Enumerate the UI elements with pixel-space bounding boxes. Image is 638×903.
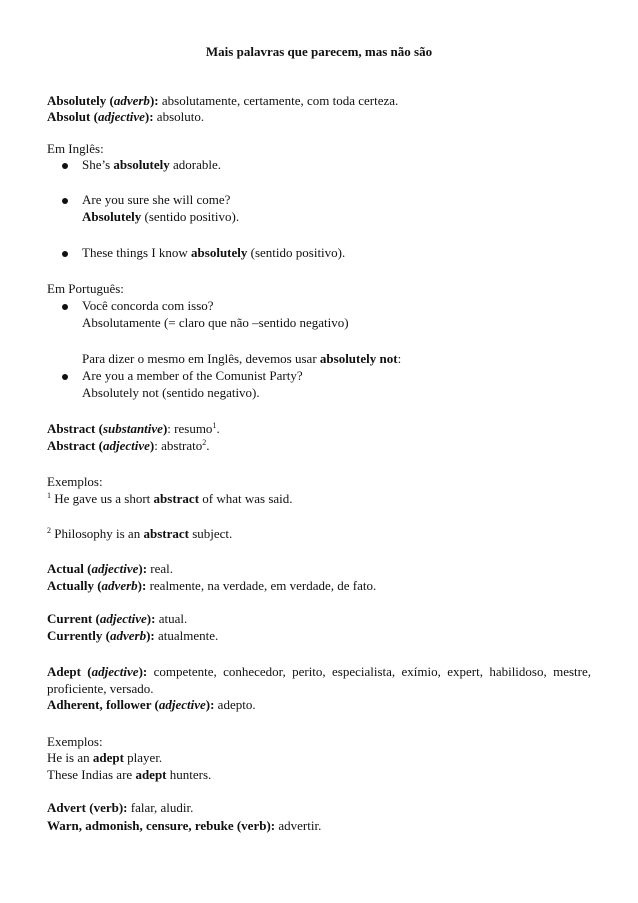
bullet-icon bbox=[62, 304, 68, 310]
bullet-icon bbox=[62, 374, 68, 380]
entry-adept: Adept (adjective): competente, conhecedor, perito, especialista, exímio, expert, habilidoso, mestre, bbox=[47, 664, 591, 679]
bullet-icon bbox=[62, 163, 68, 169]
paragraph-note: Para dizer o mesmo em Inglês, devemos usar absolutely not: bbox=[82, 351, 402, 366]
entry-current: Current (adjective): atual. bbox=[47, 611, 188, 626]
example-line: $^1$ He gave us a short abstract of what was said. bbox=[47, 491, 293, 506]
entry-adept-continuation: proficiente, versado. bbox=[47, 681, 154, 696]
heading-em-portugues: Em Português: bbox=[47, 281, 124, 296]
bullet-icon bbox=[62, 198, 68, 204]
list-item: These things I know absolutely (sentido positivo). bbox=[82, 245, 346, 260]
heading-exemplos: Exemplos: bbox=[47, 734, 103, 749]
list-item: Are you sure she will come? bbox=[82, 192, 231, 207]
list-item: Are you a member of the Comunist Party? bbox=[82, 368, 303, 383]
list-item: Você concorda com isso? bbox=[82, 298, 214, 313]
heading-exemplos: Exemplos: bbox=[47, 474, 103, 489]
entry-abstract-substantive: Abstract (substantive): resumo$^1$. bbox=[47, 421, 220, 436]
entry-actual: Actual (adjective): real. bbox=[47, 561, 174, 576]
example-line: These Indias are adept hunters. bbox=[47, 767, 212, 782]
entry-currently: Currently (adverb): atualmente. bbox=[47, 628, 219, 643]
page-title: Mais palavras que parecem, mas não são bbox=[205, 44, 433, 59]
entry-absolutely-adverb: Absolutely (adverb): absolutamente, certamente, com toda certeza. bbox=[47, 93, 399, 108]
list-item: She’s absolutely adorable. bbox=[82, 157, 222, 172]
list-item-continuation: Absolutamente (= claro que não –sentido negativo) bbox=[82, 315, 349, 330]
entry-actually: Actually (adverb): realmente, na verdade, em verdade, de fato. bbox=[47, 578, 377, 593]
list-item-continuation: Absolutely (sentido positivo). bbox=[82, 209, 240, 224]
entry-abstract-adjective: Abstract (adjective): abstrato$^2$. bbox=[47, 438, 210, 453]
example-line: He is an adept player. bbox=[47, 750, 163, 765]
bullet-icon bbox=[62, 251, 68, 257]
entry-warn: Warn, admonish, censure, rebuke (verb): advertir. bbox=[47, 818, 322, 833]
heading-em-ingles: Em Inglês: bbox=[47, 141, 104, 156]
list-item-continuation: Absolutely not (sentido negativo). bbox=[82, 385, 260, 400]
entry-absolut-adjective: Absolut (adjective): absoluto. bbox=[47, 109, 205, 124]
entry-advert: Advert (verb): falar, aludir. bbox=[47, 800, 194, 815]
entry-adherent: Adherent, follower (adjective): adepto. bbox=[47, 697, 256, 712]
example-line: $^2$ Philosophy is an abstract subject. bbox=[47, 526, 233, 541]
